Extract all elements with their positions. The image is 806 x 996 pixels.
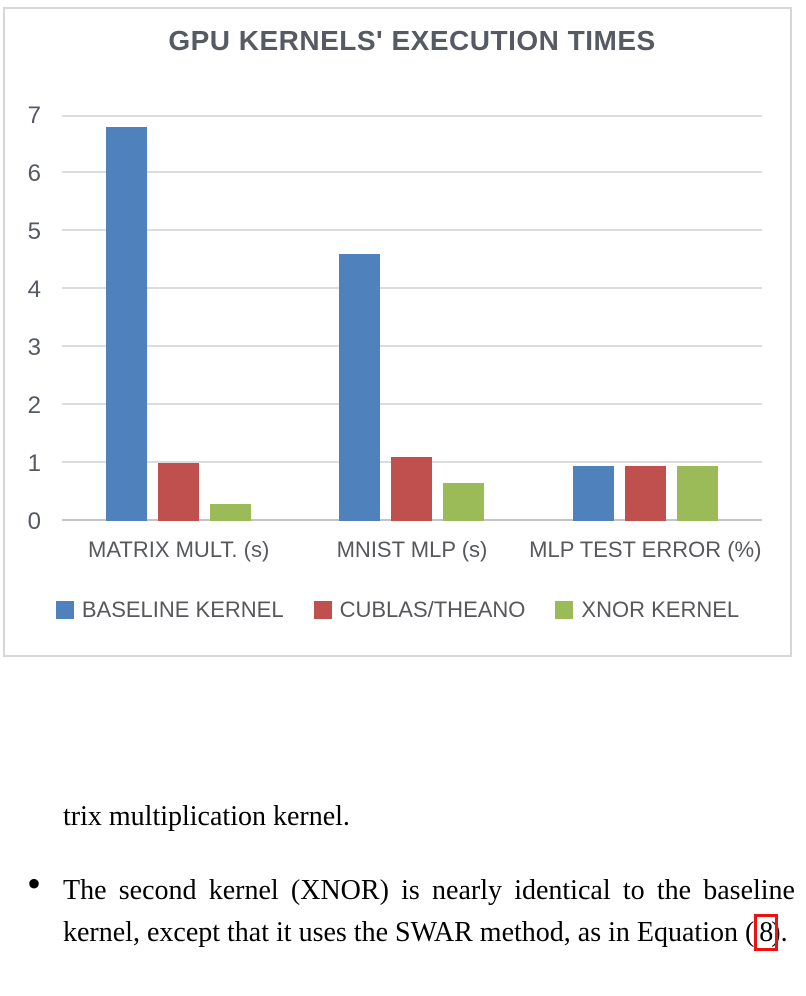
y-tick-label: 4 (27, 276, 41, 303)
bullet-text-after: ). (771, 917, 788, 948)
bar-cublas-theano (158, 463, 199, 521)
document-text (0, 796, 806, 954)
legend-item-baseline-kernel (56, 597, 284, 623)
legend-item-cublas-theano (314, 597, 526, 623)
bullet-item (27, 861, 795, 954)
x-axis-labels (62, 537, 762, 563)
bar-baseline-kernel (339, 254, 380, 521)
bar-group (295, 115, 528, 521)
legend-swatch-red-icon (314, 601, 332, 619)
y-tick-label: 7 (27, 102, 41, 129)
plot-area (62, 115, 762, 521)
bar-cublas-theano (625, 466, 666, 521)
legend-swatch-blue-icon (56, 601, 74, 619)
equation-ref-link[interactable]: 8 (754, 914, 778, 951)
legend (5, 597, 790, 623)
bar-xnor-kernel (443, 483, 484, 521)
y-tick-label: 2 (27, 392, 41, 419)
bullet-text (63, 870, 795, 954)
bar-group (529, 115, 762, 521)
bullet-marker: • (27, 861, 42, 906)
chart-title: GPU KERNELS' EXECUTION TIMES (168, 25, 656, 56)
figure-chart-panel (3, 7, 792, 657)
legend-label-cublas-theano: CUBLAS/THEANO (339, 597, 526, 622)
y-axis (5, 102, 45, 535)
bar-group (62, 115, 295, 521)
y-tick-label: 5 (27, 218, 41, 245)
paragraph-fragment: trix multiplication kernel. (63, 801, 350, 832)
y-tick-label: 3 (27, 334, 41, 361)
y-tick-label: 0 (27, 508, 41, 535)
bar-baseline-kernel (573, 466, 614, 521)
x-axis-label-matrix-mult: MATRIX MULT. (s) (88, 537, 270, 562)
x-axis-label-mlp-test-error: MLP TEST ERROR (%) (529, 537, 762, 562)
legend-swatch-green-icon (555, 601, 573, 619)
y-tick-label: 6 (27, 160, 41, 187)
legend-label-xnor-kernel: XNOR KERNEL (581, 597, 740, 622)
bar-xnor-kernel (210, 504, 251, 521)
legend-item-xnor-kernel (555, 597, 739, 623)
bar-xnor-kernel (677, 466, 718, 521)
bar-cublas-theano (391, 457, 432, 521)
bar-baseline-kernel (106, 127, 147, 521)
legend-label-baseline-kernel: BASELINE KERNEL (81, 597, 284, 622)
bullet-text-before: The second kernel (XNOR) is nearly identical to the baseline kernel, except that it uses the SWAR method, as in Equation ( (63, 875, 795, 948)
x-axis-label-mnist-mlp: MNIST MLP (s) (336, 537, 488, 562)
y-tick-label: 1 (27, 450, 41, 477)
